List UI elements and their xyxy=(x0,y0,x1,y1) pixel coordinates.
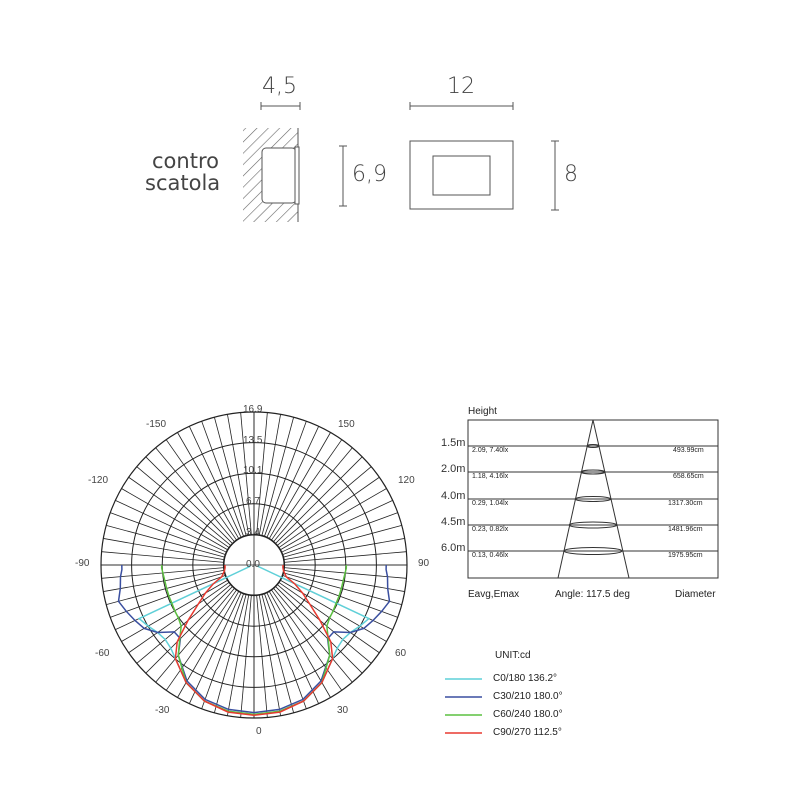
angle-tick-label: 0 xyxy=(256,726,262,737)
row-illuminance: 0.29, 1.04lx xyxy=(472,500,509,507)
legend-item-c30: C30/210 180.0° xyxy=(493,691,563,702)
angle-tick-label: 60 xyxy=(395,648,407,659)
row-diameter: 493.99cm xyxy=(673,447,704,454)
row-diameter: 658.65cm xyxy=(673,473,704,480)
angle-tick-label: -120 xyxy=(88,475,109,486)
row-height-label: 4.5m xyxy=(441,516,466,528)
legend-lines xyxy=(445,679,482,733)
row-height-label: 1.5m xyxy=(441,437,466,449)
angle-tick-label: 30 xyxy=(337,705,349,716)
row-illuminance: 1.18, 4.16lx xyxy=(472,473,509,480)
angle-tick-label: 90 xyxy=(418,558,430,569)
footer-angle: Angle: 117.5 deg xyxy=(555,589,630,600)
radial-tick-label: 6.7 xyxy=(246,496,260,507)
dimension-side-height: 6,9 xyxy=(352,162,387,187)
row-illuminance: 2.09, 7.40lx xyxy=(472,447,509,454)
row-height-label: 4.0m xyxy=(441,490,466,502)
unit-label: UNIT:cd xyxy=(495,650,531,661)
front-view-drawing xyxy=(410,102,559,210)
legend-item-c0: C0/180 136.2° xyxy=(493,673,558,684)
footer-eavg-emax: Eavg,Emax xyxy=(468,589,520,600)
legend-item-c60: C60/240 180.0° xyxy=(493,709,563,720)
radial-tick-label: 13.5 xyxy=(243,435,263,446)
table-title: Height xyxy=(468,406,497,417)
radial-tick-label: 10.1 xyxy=(243,465,263,476)
radial-tick-label: 16.9 xyxy=(243,404,263,415)
label-contro: contro xyxy=(152,149,219,173)
row-height-label: 2.0m xyxy=(441,463,466,475)
radial-tick-label: 0.0 xyxy=(246,559,260,570)
dimension-width: 12 xyxy=(447,74,475,99)
row-illuminance: 0.13, 0.46lx xyxy=(472,552,509,559)
angle-tick-label: 120 xyxy=(398,475,415,486)
angle-tick-label: -30 xyxy=(155,705,170,716)
side-view-drawing xyxy=(243,102,347,222)
legend-item-c90: C90/270 112.5° xyxy=(493,727,562,738)
angle-tick-label: -60 xyxy=(95,648,110,659)
dimension-front-height: 8 xyxy=(564,162,578,187)
footer-diameter: Diameter xyxy=(675,589,716,600)
radial-tick-label: 3.4 xyxy=(246,527,260,538)
angle-tick-label: -90 xyxy=(75,558,90,569)
dimension-depth: 4,5 xyxy=(262,74,297,99)
angle-tick-label: -150 xyxy=(146,419,167,430)
angle-tick-label: 150 xyxy=(338,419,355,430)
label-scatola: scatola xyxy=(145,171,221,195)
row-diameter: 1975.95cm xyxy=(668,552,703,559)
row-height-label: 6.0m xyxy=(441,542,466,554)
row-diameter: 1317.30cm xyxy=(668,500,703,507)
row-illuminance: 0.23, 0.82lx xyxy=(472,526,509,533)
row-diameter: 1481.96cm xyxy=(668,526,703,533)
